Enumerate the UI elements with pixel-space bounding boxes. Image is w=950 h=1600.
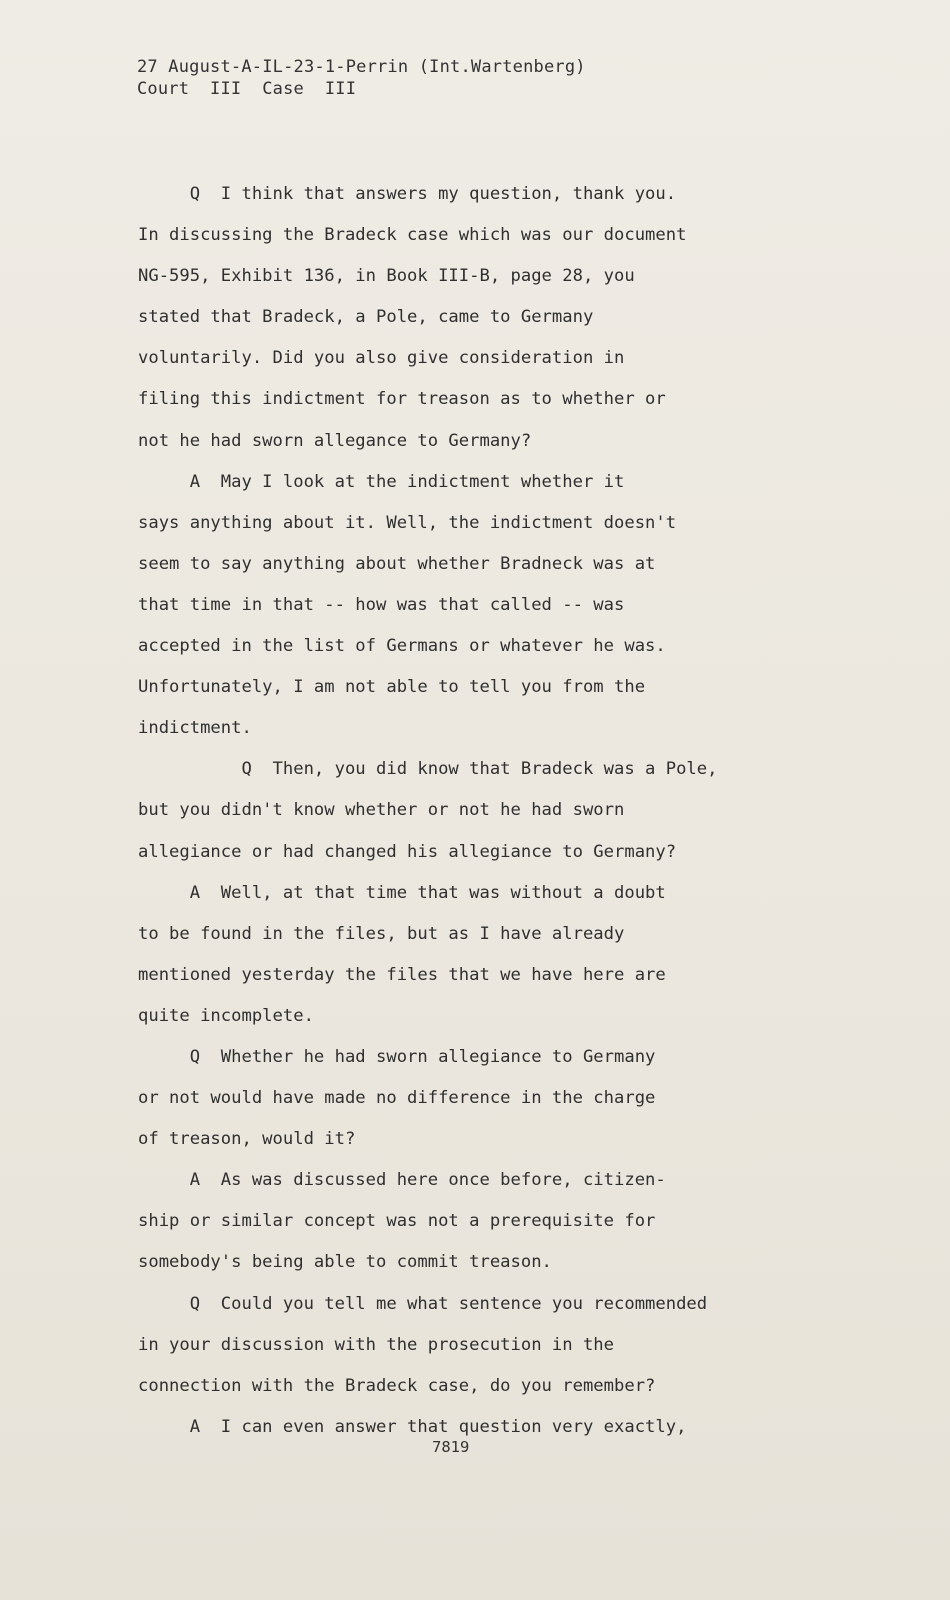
transcript-line: says anything about it. Well, the indictment doesn't [138,512,677,533]
transcript-line: of treason, would it? [138,1129,356,1150]
transcript-line: ship or similar concept was not a prerequisite for [138,1211,656,1232]
transcript-line: indictment. [138,718,252,739]
transcript-line: Unfortunately, I am not able to tell you from the [138,677,646,698]
transcript-line: quite incomplete. [138,1005,314,1026]
transcript-line: connection with the Bradeck case, do you remember? [138,1375,656,1396]
transcript-line: voluntarily. Did you also give consideration in [138,348,625,369]
transcript-line: Q I think that answers my question, thank you. [138,184,677,204]
transcript-line: A As was discussed here once before, citizen- [138,1170,666,1191]
transcript-line: seem to say anything about whether Bradneck was at [138,553,656,574]
transcript-line: to be found in the files, but as I have already [138,923,625,944]
transcript-line: A May I look at the indictment whether it [138,471,625,492]
header-line-1: 27 August-A-IL-23-1-Perrin (Int.Wartenberg) [137,57,586,77]
transcript-line: that time in that -- how was that called -- was [138,594,625,615]
transcript-line: allegiance or had changed his allegiance to Germany? [138,841,677,862]
page-number: 7819 [432,1438,470,1456]
transcript-line: In discussing the Bradeck case which was our document [138,225,687,246]
transcript-line: A I can even answer that question very exactly, [138,1416,687,1437]
transcript-line: not he had sworn allegance to Germany? [138,430,532,451]
document-header [137,56,586,100]
transcript-body [138,174,838,1448]
transcript-line: mentioned yesterday the files that we have here are [138,964,666,985]
transcript-line: Q Whether he had sworn allegiance to Germany [138,1046,656,1067]
transcript-line: Q Could you tell me what sentence you recommended [138,1293,708,1314]
transcript-line: stated that Bradeck, a Pole, came to Germany [138,307,594,328]
transcript-line: Q Then, you did know that Bradeck was a Pole, [138,759,718,780]
transcript-line: A Well, at that time that was without a doubt [138,882,666,903]
transcript-line: somebody's being able to commit treason. [138,1252,552,1273]
transcript-line: but you didn't know whether or not he had sworn [138,800,625,821]
transcript-line: in your discussion with the prosecution in the [138,1334,614,1355]
header-line-2: Court III Case III [137,79,357,99]
transcript-line: accepted in the list of Germans or whatever he was. [138,636,666,657]
transcript-line: or not would have made no difference in the charge [138,1088,656,1109]
transcript-line: NG-595, Exhibit 136, in Book III-B, page 28, you [138,266,635,287]
transcript-line: filing this indictment for treason as to whether or [138,389,666,410]
